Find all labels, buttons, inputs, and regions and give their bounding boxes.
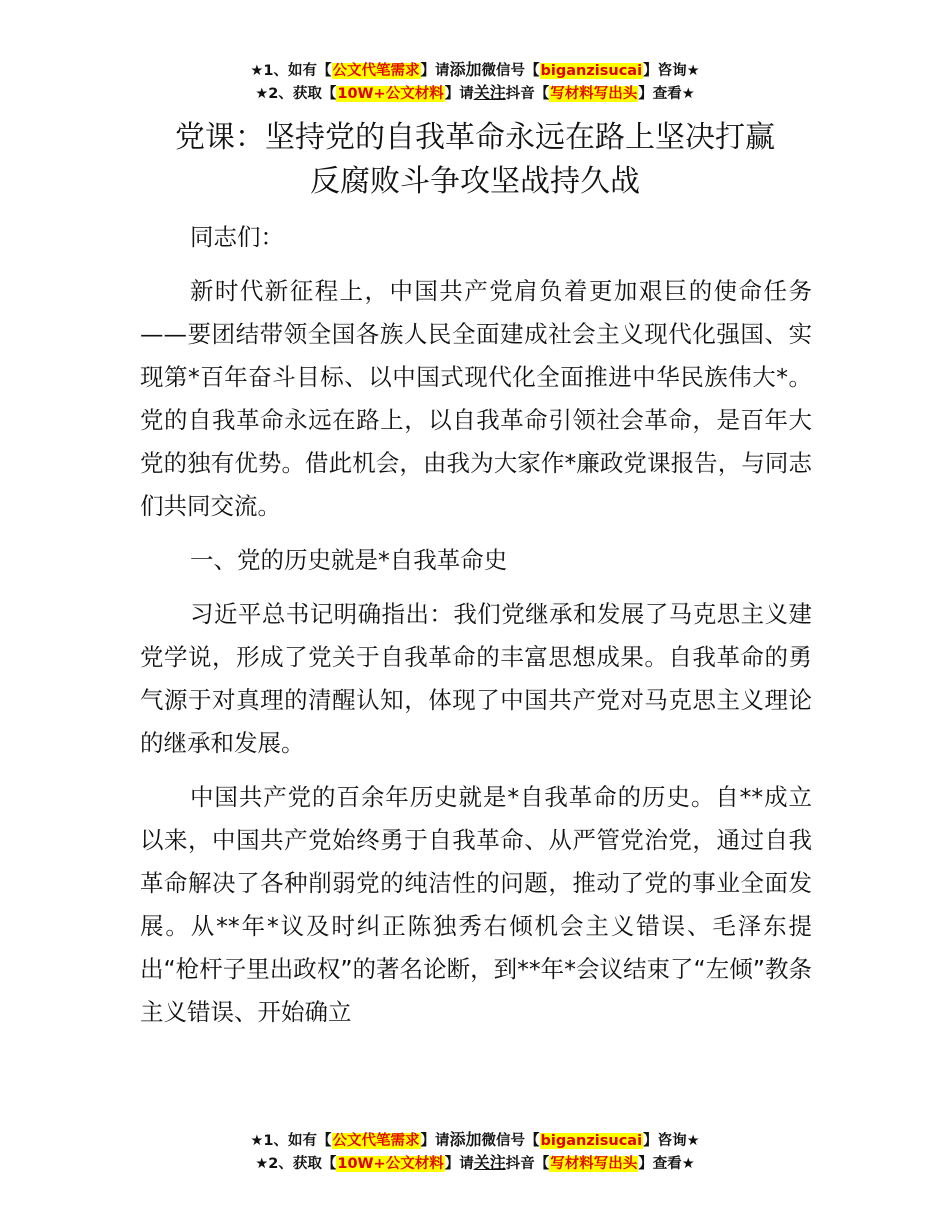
banner-emphasis: 添加	[449, 60, 482, 79]
banner-highlight: 公文代笔需求	[332, 63, 420, 79]
footer-banner	[0, 1129, 950, 1175]
document-body	[140, 216, 812, 1045]
banner-douyin-id: 写材料写出头	[550, 86, 638, 102]
paragraph: 新时代新征程上，中国共产党肩负着更加艰巨的使命任务——要团结带领全国各族人民全面建成社会主义现代化强国、实现第*百年奋斗目标、以中国式现代化全面推进中华民族伟大*。党的自我革命永远在路上，以自我革命引领社会革命，是百年大党的独有优势。借此机会，由我为大家作*廉政党课报告，与同志们共同交流。	[140, 277, 812, 520]
banner-emphasis: 关注	[473, 83, 506, 102]
document-title	[140, 116, 810, 204]
banner-line-1	[0, 1129, 950, 1152]
banner-text: 】咨询★	[643, 63, 700, 79]
banner-text: 】查看★	[638, 1156, 695, 1172]
header-banner	[0, 59, 950, 105]
greeting: 同志们：	[190, 223, 284, 251]
banner-text: 】查看★	[638, 86, 695, 102]
banner-text: ★2、获取【	[255, 1156, 337, 1172]
banner-text: 】请	[420, 1133, 450, 1149]
banner-emphasis: 添加	[449, 1130, 482, 1149]
banner-wechat-id: biganzisucai	[540, 1133, 643, 1149]
title-line-1: 党课：坚持党的自我革命永远在路上坚决打赢	[175, 120, 775, 155]
banner-line-2	[0, 1152, 950, 1175]
banner-text: ★1、如有【	[250, 63, 332, 79]
banner-text: 】请	[444, 86, 474, 102]
banner-text: ★2、获取【	[255, 86, 337, 102]
banner-emphasis: 关注	[473, 1153, 506, 1172]
banner-text: 】请	[444, 1156, 474, 1172]
banner-text: 抖音【	[505, 1156, 550, 1172]
banner-highlight: 10W+公文材料	[337, 1156, 444, 1172]
title-line-2: 反腐败斗争攻坚战持久战	[310, 164, 640, 199]
section-heading: 一、党的历史就是*自我革命史	[190, 546, 508, 574]
banner-text: 抖音【	[505, 86, 550, 102]
banner-line-2	[0, 82, 950, 105]
banner-text: 微信号【	[481, 63, 540, 79]
banner-wechat-id: biganzisucai	[540, 63, 643, 79]
banner-text: 微信号【	[481, 1133, 540, 1149]
banner-text: 】咨询★	[643, 1133, 700, 1149]
banner-douyin-id: 写材料写出头	[550, 1156, 638, 1172]
banner-text: 】请	[420, 63, 450, 79]
banner-highlight: 公文代笔需求	[332, 1133, 420, 1149]
paragraph: 中国共产党的百余年历史就是*自我革命的历史。自**成立以来，中国共产党始终勇于自我革命、从严管党治党，通过自我革命解决了各种削弱党的纯洁性的问题，推动了党的事业全面发展。从**年*议及时纠正陈独秀右倾机会主义错误、毛泽东提出“枪杆子里出政权”的著名论断，到**年*会议结束了“左倾”教条主义错误、开始确立	[140, 783, 812, 1026]
paragraph: 习近平总书记明确指出：我们党继承和发展了马克思主义建党学说，形成了党关于自我革命的丰富思想成果。自我革命的勇气源于对真理的清醒认知，体现了中国共产党对马克思主义理论的继承和发展。	[140, 600, 812, 757]
banner-highlight: 10W+公文材料	[337, 86, 444, 102]
banner-line-1	[0, 59, 950, 82]
banner-text: ★1、如有【	[250, 1133, 332, 1149]
